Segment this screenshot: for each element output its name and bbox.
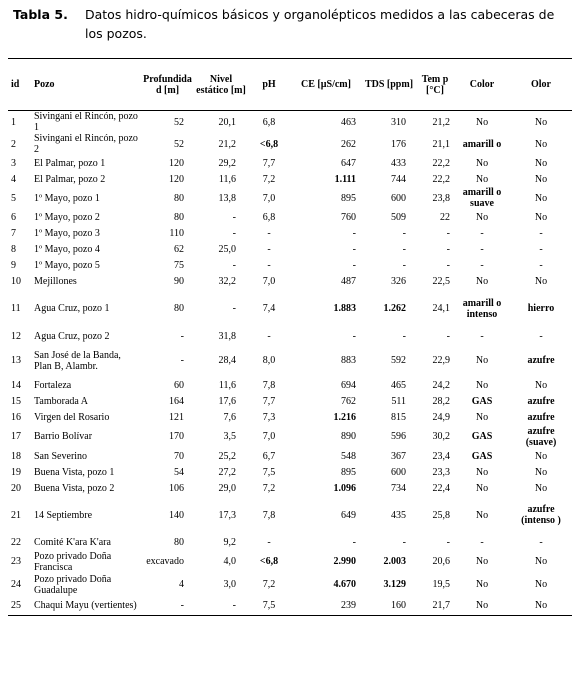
cell-nivel: 29,0 [218, 482, 236, 494]
cell-nivel: - [232, 259, 236, 271]
cell-pozo: 1º Mayo, pozo 4 [34, 243, 100, 255]
table-row [8, 133, 572, 155]
cell-ce: - [352, 259, 356, 271]
cell-ph: 8,0 [262, 355, 276, 366]
cell-color: - [480, 243, 484, 255]
cell-id: 3 [11, 157, 16, 169]
cell-pozo: Mejillones [34, 275, 77, 287]
cell-pozo: 1º Mayo, pozo 2 [34, 211, 100, 223]
cell-pozo: 14 Septiembre [34, 509, 93, 521]
cell-olor: No [534, 275, 548, 287]
table-row [8, 377, 572, 393]
cell-profundidad: 120 [169, 157, 184, 169]
cell-nivel: 3,0 [223, 579, 236, 590]
cell-temp: - [446, 227, 450, 239]
cell-nivel: 4,0 [223, 556, 236, 567]
cell-color: No [475, 579, 489, 590]
table-row [8, 393, 572, 409]
cell-olor: No [534, 466, 548, 478]
cell-id: 9 [11, 259, 16, 271]
cell-id: 4 [11, 173, 16, 185]
cell-id: 5 [11, 192, 16, 204]
cell-pozo: Sivingani el Rincón, pozo 1 [34, 111, 138, 133]
cell-color: - [480, 227, 484, 239]
cell-pozo: Agua Cruz, pozo 2 [34, 330, 110, 342]
cell-color: GAS [471, 431, 493, 442]
cell-profundidad: - [180, 599, 184, 611]
col-header-nivel: Nivel estático [m] [196, 73, 246, 96]
cell-temp: 20,6 [432, 556, 450, 567]
table-row [8, 273, 572, 289]
cell-ph: 7,3 [262, 411, 276, 423]
cell-id: 13 [11, 355, 21, 366]
cell-tds: 815 [391, 411, 406, 423]
cell-temp: 24,1 [432, 303, 450, 314]
cell-temp: - [446, 243, 450, 255]
cell-profundidad: 170 [169, 431, 184, 442]
cell-tds: 326 [391, 275, 406, 287]
cell-ce: 760 [341, 211, 356, 223]
cell-pozo: El Palmar, pozo 1 [34, 157, 106, 169]
cell-temp: 22,9 [432, 355, 450, 366]
cell-olor: azufre [527, 411, 555, 423]
cell-nivel: 27,2 [218, 466, 236, 478]
cell-nivel: 28,4 [218, 355, 236, 366]
cell-ce: 649 [341, 509, 356, 521]
cell-pozo: Agua Cruz, pozo 1 [34, 303, 110, 314]
cell-tds: 310 [391, 116, 406, 128]
data-table [8, 58, 572, 616]
cell-temp: 22,2 [432, 173, 450, 185]
cell-olor: azufre (intenso ) [521, 504, 561, 526]
table-row [8, 344, 572, 377]
cell-pozo: Comité K'ara K'ara [34, 536, 111, 548]
cell-ph: 6,8 [262, 116, 276, 128]
cell-profundidad: 110 [169, 227, 184, 239]
table-row [8, 573, 572, 596]
cell-color: No [475, 466, 489, 478]
table-row [8, 187, 572, 209]
cell-temp: - [446, 330, 450, 342]
cell-ph: 7,2 [262, 173, 276, 185]
cell-olor: No [534, 599, 548, 611]
cell-ce: 762 [341, 395, 356, 407]
col-header-ce: CE [µS/cm] [301, 79, 351, 90]
cell-olor: azufre [527, 355, 555, 366]
cell-ce: 4.670 [333, 579, 356, 590]
cell-olor: No [534, 116, 548, 128]
cell-color: No [475, 275, 489, 287]
cell-olor: No [534, 173, 548, 185]
cell-olor: No [534, 482, 548, 494]
cell-id: 20 [11, 482, 21, 494]
cell-nivel: 17,6 [218, 395, 236, 407]
cell-tds: - [402, 330, 406, 342]
cell-tds: 2.003 [383, 556, 406, 567]
cell-tds: 435 [391, 509, 406, 521]
cell-olor: No [534, 450, 548, 462]
cell-color: No [475, 157, 489, 169]
cell-ph: 7,7 [262, 395, 276, 407]
cell-ph: 7,0 [262, 192, 276, 204]
caption-text: Datos hidro-químicos básicos y organolépticos medidos a las cabeceras de los pozos. [85, 7, 555, 41]
cell-tds: 367 [391, 450, 406, 462]
cell-id: 6 [11, 211, 16, 223]
cell-profundidad: 90 [174, 275, 184, 287]
cell-id: 7 [11, 227, 16, 239]
cell-tds: 176 [391, 138, 406, 150]
cell-tds: 600 [391, 192, 406, 204]
cell-tds: 3.129 [383, 579, 406, 590]
cell-tds: - [402, 243, 406, 255]
cell-temp: 23,4 [432, 450, 450, 462]
cell-profundidad: 54 [174, 466, 184, 478]
cell-temp: 25,8 [432, 509, 450, 521]
cell-id: 18 [11, 450, 21, 462]
cell-color: No [475, 509, 489, 521]
cell-nivel: 25,0 [218, 243, 236, 255]
cell-id: 24 [11, 579, 21, 590]
cell-temp: - [446, 259, 450, 271]
cell-ce: 895 [341, 192, 356, 204]
header-row [8, 59, 572, 111]
cell-profundidad: 120 [169, 173, 184, 185]
cell-ph: 7,2 [262, 579, 276, 590]
cell-nivel: 31,8 [218, 330, 236, 342]
cell-temp: 22,2 [432, 157, 450, 169]
table-row [8, 257, 572, 273]
cell-olor: - [539, 227, 543, 239]
cell-nivel: 9,2 [223, 536, 236, 548]
table-row [8, 241, 572, 257]
cell-profundidad: - [180, 330, 184, 342]
cell-profundidad: 4 [179, 579, 184, 590]
cell-color: amarill o suave [462, 187, 502, 209]
cell-color: No [475, 556, 489, 567]
cell-profundidad: 140 [169, 509, 184, 521]
cell-olor: azufre [527, 395, 555, 407]
cell-ce: - [352, 227, 356, 239]
col-header-temp: Tem p [°C] [421, 73, 449, 96]
cell-pozo: Buena Vista, pozo 2 [34, 482, 115, 494]
cell-pozo: Chaqui Mayu (vertientes) [34, 599, 137, 611]
table-row [8, 534, 572, 550]
table-row [8, 596, 572, 615]
cell-id: 25 [11, 599, 21, 611]
cell-profundidad: 80 [174, 211, 184, 223]
table-row [8, 480, 572, 496]
col-header-profundidad: Profundida d [m] [143, 73, 192, 96]
cell-pozo: Pozo privado Doña Guadalupe [34, 573, 112, 596]
cell-temp: 24,2 [432, 379, 450, 391]
cell-ph: 7,5 [262, 466, 276, 478]
cell-profundidad: 121 [169, 411, 184, 423]
cell-ce: 1.096 [333, 482, 356, 494]
cell-id: 15 [11, 395, 21, 407]
cell-olor: No [534, 157, 548, 169]
cell-ce: 1.883 [333, 303, 356, 314]
cell-color: No [475, 355, 489, 366]
cell-temp: 19,5 [432, 579, 450, 590]
cell-temp: 24,9 [432, 411, 450, 423]
cell-olor: - [539, 536, 543, 548]
cell-temp: 22,4 [432, 482, 450, 494]
cell-ph: <6,8 [259, 138, 279, 150]
cell-ce: 895 [341, 466, 356, 478]
cell-ph: - [267, 243, 271, 255]
cell-ce: 463 [341, 116, 356, 128]
cell-pozo: Pozo privado Doña Francisca [34, 550, 112, 573]
col-header-olor: Olor [531, 79, 551, 90]
cell-pozo: Tamborada A [34, 395, 89, 407]
cell-id: 14 [11, 379, 21, 391]
table-row [8, 409, 572, 425]
cell-olor: No [534, 579, 548, 590]
cell-ph: <6,8 [259, 556, 279, 567]
cell-color: - [480, 536, 484, 548]
cell-id: 23 [11, 556, 21, 567]
cell-nivel: - [232, 303, 236, 314]
cell-profundidad: - [180, 355, 184, 366]
cell-pozo: 1º Mayo, pozo 1 [34, 192, 100, 204]
cell-color: No [475, 211, 489, 223]
cell-tds: 1.262 [383, 303, 406, 314]
cell-olor: - [539, 243, 543, 255]
cell-temp: 28,2 [432, 395, 450, 407]
cell-tds: 433 [391, 157, 406, 169]
cell-ph: 7,8 [262, 379, 276, 391]
table-row [8, 425, 572, 448]
cell-olor: No [534, 556, 548, 567]
caption-label: Tabla 5. [13, 7, 68, 22]
cell-nivel: 3,5 [223, 431, 236, 442]
cell-color: No [475, 379, 489, 391]
cell-temp: 23,3 [432, 466, 450, 478]
cell-color: No [475, 116, 489, 128]
cell-nivel: - [232, 599, 236, 611]
cell-pozo: San José de la Banda, Plan B, Alambr. [34, 349, 121, 372]
cell-ce: - [352, 536, 356, 548]
cell-tds: 160 [391, 599, 406, 611]
cell-nivel: - [232, 227, 236, 239]
cell-color: GAS [471, 395, 493, 407]
cell-id: 12 [11, 330, 21, 342]
table-row [8, 171, 572, 187]
table-row [8, 225, 572, 241]
cell-ph: - [267, 227, 271, 239]
cell-nivel: 11,6 [218, 173, 236, 185]
cell-ph: 7,2 [262, 482, 276, 494]
cell-pozo: 1º Mayo, pozo 3 [34, 227, 100, 239]
cell-tds: 511 [391, 395, 406, 407]
cell-temp: 23,8 [432, 192, 450, 204]
cell-profundidad: 75 [174, 259, 184, 271]
cell-id: 17 [11, 431, 21, 442]
cell-tds: - [402, 536, 406, 548]
cell-id: 2 [11, 138, 16, 150]
cell-pozo: El Palmar, pozo 2 [34, 173, 106, 185]
cell-ph: 7,5 [262, 599, 276, 611]
cell-id: 11 [11, 303, 21, 314]
cell-ce: 647 [341, 157, 356, 169]
cell-nivel: 29,2 [218, 157, 236, 169]
table-row [8, 496, 572, 534]
cell-ce: 1.216 [333, 411, 356, 423]
cell-nivel: - [232, 211, 236, 223]
table-row [8, 155, 572, 171]
cell-olor: No [534, 138, 548, 150]
cell-profundidad: 106 [169, 482, 184, 494]
cell-ce: - [352, 243, 356, 255]
cell-olor: No [534, 379, 548, 391]
cell-tds: 509 [391, 211, 406, 223]
cell-nivel: 11,6 [218, 379, 236, 391]
cell-temp: - [446, 536, 450, 548]
cell-id: 10 [11, 275, 21, 287]
cell-ce: 487 [341, 275, 356, 287]
col-header-tds: TDS [ppm] [364, 79, 414, 90]
cell-profundidad: 80 [174, 192, 184, 204]
col-header-ph: pH [262, 79, 276, 90]
cell-pozo: Fortaleza [34, 379, 72, 391]
cell-ph: 7,0 [262, 431, 276, 442]
cell-tds: 592 [391, 355, 406, 366]
cell-temp: 21,7 [432, 599, 450, 611]
cell-color: - [480, 330, 484, 342]
cell-color: amarill o intenso [462, 297, 502, 320]
cell-profundidad: 80 [174, 536, 184, 548]
cell-profundidad: 52 [174, 116, 184, 128]
cell-ph: - [267, 536, 271, 548]
cell-nivel: 21,2 [218, 138, 236, 150]
cell-ph: 6,7 [262, 450, 276, 462]
cell-nivel: 17,3 [218, 509, 236, 521]
cell-color: No [475, 173, 489, 185]
cell-tds: 596 [391, 431, 406, 442]
cell-profundidad: 80 [174, 303, 184, 314]
cell-temp: 30,2 [432, 431, 450, 442]
cell-temp: 22 [440, 211, 450, 223]
cell-ce: 2.990 [333, 556, 356, 567]
cell-pozo: 1º Mayo, pozo 5 [34, 259, 100, 271]
cell-profundidad: 62 [174, 243, 184, 255]
cell-pozo: Sivingani el Rincón, pozo 2 [34, 133, 138, 155]
cell-ph: - [267, 330, 271, 342]
cell-nivel: 20,1 [218, 116, 236, 128]
cell-pozo: Virgen del Rosario [34, 411, 110, 423]
cell-id: 8 [11, 243, 16, 255]
table-row [8, 328, 572, 344]
cell-olor: No [534, 211, 548, 223]
col-header-pozo: Pozo [34, 79, 55, 90]
cell-ce: 262 [341, 138, 356, 150]
table-row [8, 289, 572, 328]
cell-pozo: Buena Vista, pozo 1 [34, 466, 115, 478]
cell-olor: azufre (suave) [525, 425, 557, 448]
cell-olor: No [534, 192, 548, 204]
cell-olor: hierro [527, 303, 555, 314]
col-header-color: Color [469, 79, 495, 90]
cell-ce: 239 [341, 599, 356, 611]
cell-ph: - [267, 259, 271, 271]
cell-ph: 7,4 [262, 303, 276, 314]
cell-ph: 7,7 [262, 157, 276, 169]
cell-ph: 7,8 [262, 509, 276, 521]
cell-temp: 21,1 [432, 138, 450, 150]
cell-olor: - [539, 259, 543, 271]
table-row [8, 448, 572, 464]
cell-tds: 465 [391, 379, 406, 391]
cell-profundidad: 164 [169, 395, 184, 407]
cell-profundidad: 70 [174, 450, 184, 462]
cell-ph: 7,0 [262, 275, 276, 287]
cell-profundidad: 52 [174, 138, 184, 150]
cell-id: 22 [11, 536, 21, 548]
table-row [8, 111, 572, 134]
cell-ce: 694 [341, 379, 356, 391]
cell-ce: 548 [341, 450, 356, 462]
cell-ce: 883 [341, 355, 356, 366]
cell-nivel: 25,2 [218, 450, 236, 462]
cell-ce: 1.111 [334, 173, 356, 185]
cell-id: 16 [11, 411, 21, 423]
cell-color: amarill o [462, 138, 502, 150]
cell-temp: 22,5 [432, 275, 450, 287]
cell-ce: - [352, 330, 356, 342]
cell-nivel: 7,6 [223, 411, 236, 423]
cell-nivel: 32,2 [218, 275, 236, 287]
table-row [8, 209, 572, 225]
cell-color: GAS [471, 450, 493, 462]
col-header-id: id [11, 79, 20, 90]
cell-tds: 734 [391, 482, 406, 494]
cell-color: No [475, 411, 489, 423]
cell-pozo: Barrio Bolívar [34, 431, 93, 442]
cell-color: No [475, 599, 489, 611]
table-row [8, 464, 572, 480]
cell-ce: 890 [341, 431, 356, 442]
cell-id: 1 [11, 116, 16, 128]
cell-tds: 600 [391, 466, 406, 478]
cell-temp: 21,2 [432, 116, 450, 128]
cell-color: - [480, 259, 484, 271]
cell-ph: 6,8 [262, 211, 276, 223]
cell-olor: - [539, 330, 543, 342]
cell-profundidad: excavado [146, 556, 184, 567]
table-row [8, 550, 572, 573]
cell-nivel: 13,8 [218, 192, 236, 204]
cell-tds: 744 [391, 173, 406, 185]
cell-pozo: San Severino [34, 450, 88, 462]
cell-id: 21 [11, 509, 21, 521]
cell-tds: - [402, 259, 406, 271]
cell-id: 19 [11, 466, 21, 478]
cell-color: No [475, 482, 489, 494]
cell-profundidad: 60 [174, 379, 184, 391]
cell-tds: - [402, 227, 406, 239]
